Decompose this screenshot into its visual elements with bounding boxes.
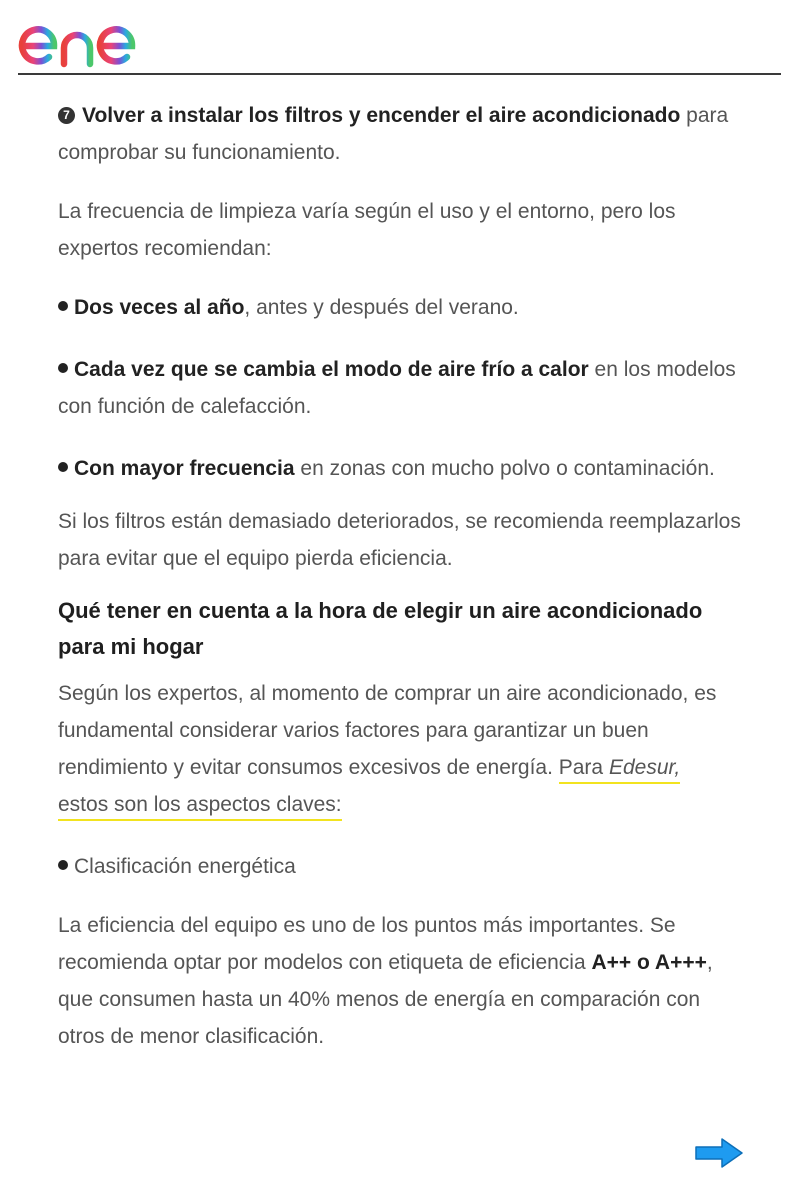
step-number-badge: 7: [58, 107, 75, 124]
edesur-link[interactable]: Edesur,: [608, 756, 681, 779]
enel-logo[interactable]: [18, 8, 178, 68]
frequency-intro: La frecuencia de limpieza varía según el uso y el entorno, pero los expertos recomiendan:: [58, 200, 676, 260]
step-7-text: para comprobar su funcionamiento.: [58, 104, 729, 164]
bullet-text: en los modelos con función de calefacción.: [58, 358, 736, 418]
bullet-item: [58, 289, 748, 326]
filters-note: Si los filtros están demasiado deteriorados, se recomienda reemplazarlos para evitar que el equipo pierda eficiencia.: [58, 510, 741, 570]
section-title: Qué tener en cuenta a la hora de elegir un aire acondicionado para mi hogar: [58, 598, 703, 659]
bullet-text: , antes y después del verano.: [244, 296, 519, 319]
step-7-paragraph: [58, 97, 748, 171]
sub-bullet-text: Clasificación energética: [74, 855, 296, 878]
bullet-text: en zonas con mucho polvo o contaminación.: [294, 457, 715, 480]
section-intro: [58, 675, 748, 823]
next-page-button[interactable]: [694, 1136, 744, 1170]
enel-logo-mark: [18, 8, 178, 68]
section-intro-text: Según los expertos, al momento de comprar un aire acondicionado, es fundamental considerar varios factores para garantizar un buen rendimiento y evitar consumos excesivos de energía.: [58, 682, 717, 779]
arrow-right-icon: [694, 1136, 744, 1170]
step-7-bold: Volver a instalar los filtros y encender el aire acondicionado: [82, 104, 681, 127]
sub-bullet-item: [58, 848, 748, 885]
header-divider: [18, 73, 781, 75]
bullet-dot-icon: [58, 363, 68, 373]
highlighted-text: [559, 756, 680, 784]
bullet-dot-icon: [58, 301, 68, 311]
highlight-part: Para: [558, 756, 609, 779]
article-body: [58, 97, 748, 1055]
highlighted-text-2: estos son los aspectos claves:: [58, 793, 342, 821]
efficiency-text-a: La eficiencia del equipo es uno de los puntos más importantes. Se recomienda optar por modelos con etiqueta de eficiencia: [58, 914, 676, 974]
efficiency-text-b: , que consumen hasta un 40% menos de energía en comparación con otros de menor clasificación.: [58, 951, 713, 1048]
bullet-item: [58, 351, 748, 425]
bullet-dot-icon: [58, 462, 68, 472]
efficiency-paragraph: [58, 907, 748, 1055]
bullet-dot-icon: [58, 860, 68, 870]
bullet-bold: Cada vez que se cambia el modo de aire frío a calor: [74, 358, 589, 381]
site-header: [0, 0, 800, 76]
efficiency-rating: A++ o A+++: [591, 951, 707, 974]
bullet-bold: Dos veces al año: [74, 296, 245, 319]
bullet-item: [58, 450, 748, 487]
bullet-bold: Con mayor frecuencia: [74, 457, 295, 480]
